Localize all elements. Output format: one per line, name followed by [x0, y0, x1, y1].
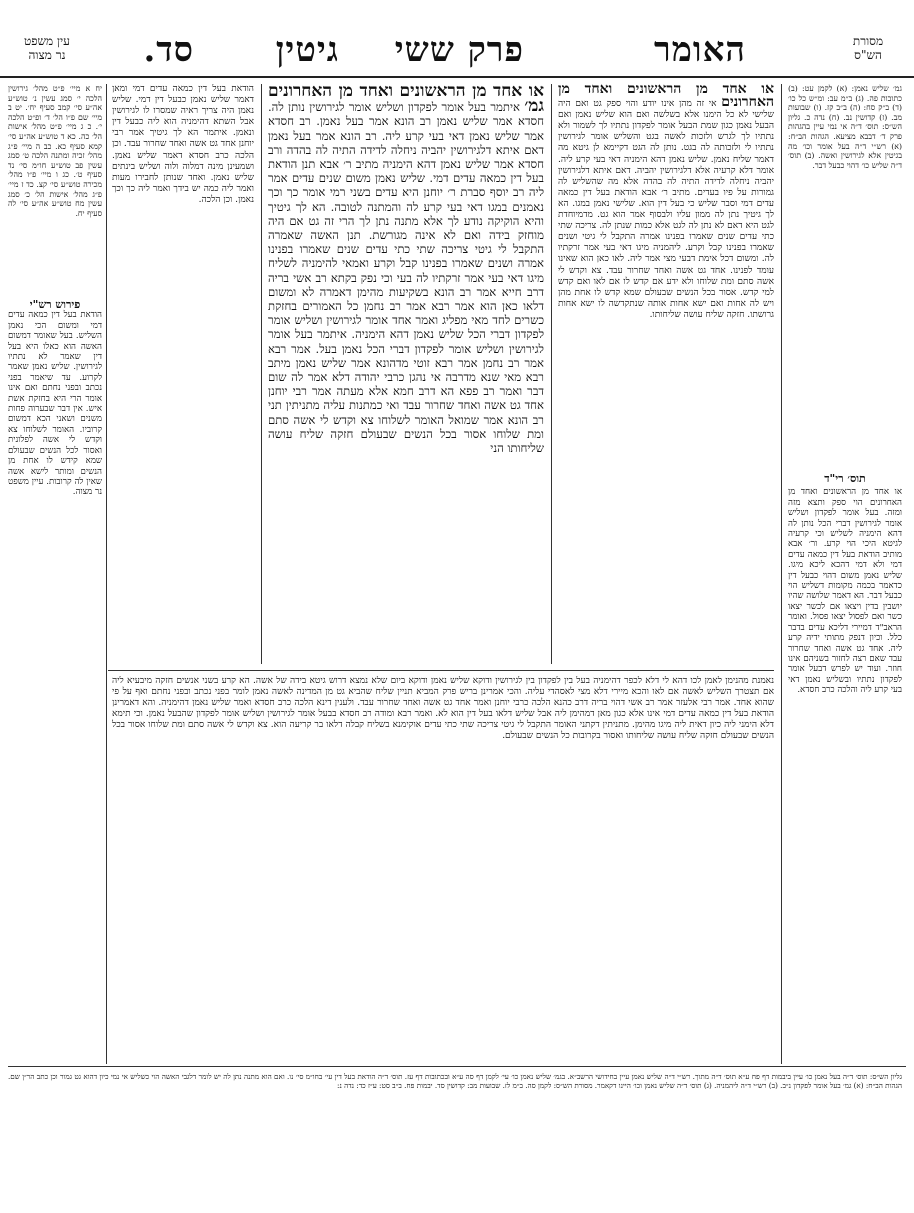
left-margin-notes-title: פירוש רש"י [29, 300, 81, 311]
masoret-hashas-text: גמ׳ שליש נאמן: (א) לקמן עט: (ב) כתובות פה. (ג) ב״מ עב: ומ״ש כל כו׳ (ד) ב״ק סח: (ה) ב״ב קז. (ו) שבועות מב. (ז) קדושין נב. (ח) נדה כ. גליון הש״ס: תוס׳ ד״ה אי נמי עיין בהגהות פרק ד׳ דבבא מציעא. הגהות הב״ח: (א) רש״י ד״ה בעל אומר וכו׳ מה בגיטין אלא לגירושין ואשה. (ב) תוס׳ ד״ה שליש כו׳ דהוי כבעל דבר. [788, 84, 902, 170]
footer-divider [8, 1066, 906, 1067]
page-header [0, 28, 914, 78]
rashi-text [558, 84, 774, 321]
gemara-column [268, 84, 544, 664]
gemara-body: איתמר בעל אומר לפקדון ושליש אומר לגירושין נותן לה. חסדא אמר שליש נאמן רב הונא אמר בעל נאמן. רב חסדא אמר שליש נאמן דאי בעי קרע ליה. רב הונא אמר בעל נאמן דאם איתא דלגירושין יהביה ניחלה לדידה התיה לה בהדה ורב חסדא אמר שליש נאמן דהא הימניה מתיב ר׳ אבא תנן הודאת בעל דין כמאה עדים דמי. שליש נאמן משום שנים עדים אמר ליה רב יוסף סברת ר׳ יוחנן היא עדים בשני רמי אומר כך וכך נאמנים במגו דאי בעי קרע לה והמתנה לטובה. הא לך גיטיך והיא הוקיקה נודע לך אלא מתנה נתן לך הרי זה גט אם היה מוחזק בידה ואם לא אינה מגורשת. תנן האשה שאמרה התקבל לי גיטי צריכה שתי כתי עדים שנים שאמרו בפנינו אמרה ושנים שאמרו בפנינו קבל וקרע ואמאי להימניה לשליח מיגו דאי בעי אמר זרקתיו לה בעי וכי נפק בקתא רב אשי בריה דרב חייא אמר רב הונא בשקיעות מהימן דאמרה לא ומשום דלאו כאן הוא אמר רבא אמר רב נחמן כל האמורים בחזקת כשרים לחד מאי מפליג ואמר אחד אומר לגירושין ושליש אומר לפקדון דברי הכל שליש נאמן דהא הימניה. איתמר בעל אומר לגירושין ושליש אומר לפקדון דברי הכל נאמן בעל. אמר רבא אמר רב נחמן אמר רבא זוטי מדהונא אמר שליש נאמן מיתב רבא מאי שנא מדרבה אי נהגן כרבי יהודה דלא אמר לה שום דבר ואמר רב פפא הא דרב חמא אלא מעתה אמר רבי יוחנן אחד גט אשה ואחד שחרור עבד ואי כמתנות עליה מתניתין תני רב הונא אמר שמואל האומר לשלוחו צא וקדש לי אשה סתם ומת שלוחו אסור בכל הנשים שבעולם חזקה שליח עושה שליחותו הני [268, 100, 544, 456]
tosafot-column [788, 470, 902, 1060]
footer-commentary [8, 1072, 902, 1204]
left-margin-divider [106, 84, 107, 1064]
rashi-body: אי זה מהן אינו יודע והוי ספק גט ואם היה שלישי לא כל הימנו אלא בשלשה ואם הוא שליש נאמן ואם הבעל נאמן כגון שמת הבעל אומר לפקדון נתתיו לך לשמור ולא נתתיו לך לגרש ולזכות לאשה בגט והשליש אומר לגירושין נתתיו לי ולזכותה לה בגט. נותן לה הגט דקיימא לן גיטא מה דאמר שליח נאמן. שליש נאמן דהא הימניה דאי בעי קרע ליה. אומר דלא קרעיה אלא דלגירושין יהביה. דאם איתא דלגירושין יהביה ניחלה לדידה התיה לה בהדה אלא מה שהשליש לה גמורות על פיו בעדים. מתיב ר׳ אבא הודאת בעל דין כמאה עדים דמי וסבר שליש כי בעל דין הוא. שלישי נאמן במגו. הא לך גיטיך נתן לה ממון עליו ולבסוף אמר הוא גט. מדמיוחדת לגט היא דאם לא נתן לה לגט אלא כמות שנתן לה. צריכה שתי כתי עדים שנים שאמרו בפנינו אמרה התקבל לי גיטי ושנים שאמרו בפנינו קבל וקרע. ליהמניה מיגו דאי בעי אמר זרקתיו לה. ומשום דכל אימת דבעי מצי אמר ליה. לאו כאן הוא שאינו עומד לפנינו. אחד גט אשה ואחד שחרור עבד. צא וקדש לי אשה סתם ומת שלוחו ולא ידע אם קדש לו אם לאו ואם קדש למי קדש. אסור בכל הנשים שבעולם שמא קדש לו אחת מהן ויש לה אחות ואם ישא אחות אותה שנתקדשה לו ישא אחות גרושתו. חזקה שליח עושה שליחותו. [558, 99, 774, 320]
gemara-label: גמ׳ [524, 96, 544, 117]
lower-section-divider [108, 670, 774, 671]
perek-name: האומר [654, 30, 746, 70]
lower-commentary-text: נאמנת מהנימן לאמן לכו דהא לי דלא לכפר דהימניה בעל בין לפקדון בין לגירושין ודוקא שליש נאמן ודוקא ביום שלא נמצא דרוש גיטא בידה של אשה. הא קרע בשני אנשים חזקה מיבעיא ליה אם תצטרך השליש לאשה אם לאו והכא מיירי דלא מצי לאסהדי עליה. והכי אמרינן בריש פרק המביא תניין שליח שהביא גט מן המדינה לאשה נאמן לומר בפני נכתב ובפני נחתם ואף על פי שהוא אחד. אמר רבי אלעזר אמר רב אשי דהוי בריה דרב כהנא הלכה כרבי יוחנן ואמר אחד גט אשה ואחד שחרור עבד. ולענין דינא הלכה כרב חסדא ואמר שליש נאמן דהימניה. והא דאמרינן הודאת בעל דין כמאה עדים דמי אינו אלא כגון מאן דמהימן ליה אבל שליש דלאו בעל דין הוא לא. ואמר רבא ומודה רב חסדא בבעל אומר לגירושין ושליש אומר לפקדון שהבעל נאמן. וכי תימא דלא הימני ליה כיון דאית ליה מיגו מהימן. מתניתין דקתני האומר התקבל לי גיטי צריכה שתי כתי עדים אוקימנא בשליח קבלה דלאו בר קריעה הוא. צא וקדש לי אשה סתם ומת שלוחו אסור בכל הנשים שבעולם חזקה שליח עושה שליחותו ואסור בקרובות כל הנשים שבעולם. [112, 676, 774, 742]
masoret-hashas-column [788, 84, 902, 464]
left-commentary-text: הודאת בעל דין כמאה עדים דמי ומאן דאמר שליש נאמן כבעל דין דמי. שליש נאמן היה צריך ראיה שמסרו לו לגירושין אבל השתא דהימניה הוא ליה כבעל דין ונאמן. איתמר הא לך גיטיך אמר רבי יוחנן אחד גט אשה ואחד שחרור עבד. וכן הלכה כרב חסדא דאמר שליש נאמן. ושמעינן מינה דמלוה ולוה ושליש בינתים שליש נאמן. ואחד שנותן לחבירו מעות ואמר ליה כמה יש בידך ואמר ליה כך וכך נאמן. וכן הלכה. [112, 84, 254, 205]
left-margin-notes [8, 300, 102, 1060]
left-commentary-column [112, 84, 254, 664]
ein-mishpat-text: יח א מיי׳ פ״ט מהל׳ גירושין הלכה י׳ סמג עשין נ׳ טוש״ע אה״ע סי׳ קמב סעיף יח׳. יט ב מיי׳ שם פ״ו הל׳ ד׳ ופ״ט הלכה י׳. כ ג מיי׳ פ״ט מהל׳ אישות הל׳ כה. כא ד טוש״ע אה״ע סי׳ קמא סעיף כא. כב ה מיי׳ פ״ג מהל׳ זכיה ומתנה הלכה ט׳ סמג עשין פב טוש״ע חו״מ סי׳ נד סעיף ט׳. כג ו מיי׳ פ״ו מהל׳ מכירה טוש״ע סי׳ קצ. כד ז מיי׳ פ״ג מהל׳ אישות הל׳ כ׳ סמג עשין מח טוש״ע אה״ע סי׳ לה סעיף יח. [8, 84, 102, 218]
ein-mishpat-column [8, 84, 102, 294]
ein-mishpat-corner: עין משפט נר מצוה [24, 34, 70, 62]
rashi-column [558, 84, 774, 664]
footer-commentary-text: גליון הש״ס: תוס׳ ד״ה בעל נאמן כו׳ עיין ביבמות דף פח ע״א תוס׳ ד״ה מתוך. רש״י ד״ה שליש נאמן עיין בחידושי הרשב״א. בגמ׳ שליש נאמן כו׳ עי׳ לקמן דף סה ע״א ובכתובות דף עז. תוס׳ ד״ה הודאת בעל דין עי׳ בחו״מ סי׳ נו. ואם הוא מתנה נתן לה יש לומר דלגבי האשה הוי כשליש אי נמי כיון דהוא גט גמור וכן כתב הר״ן שם. הגהות הב״ח: (א) גמ׳ בעל אומר לפקדון נ״ב. (ב) רש״י ד״ה ליהמניה. (ג) תוס׳ ד״ה שליש נאמן וכו׳ היינו דקאמר. מסורת הש״ס: לקמן סה. ב״מ לז. שבועות מב: קדושין סד. יבמות פח. ב״ב סט: ע״ז כד: נדה נ: [8, 1072, 902, 1090]
tosafot-title: תוס׳ רי"ד [824, 472, 866, 485]
gemara-divider [261, 84, 262, 664]
masoret-hashas-corner: מסורת הש"ס [852, 34, 884, 62]
gemara-text [268, 84, 544, 455]
folio-number: סד. [143, 30, 194, 70]
perek-title: פרק ששי [394, 30, 524, 70]
right-margin-divider [781, 84, 782, 1064]
rashi-dibbur-hamatchil: או אחד מן הראשונים ואחד מן האחרונים [558, 84, 774, 111]
tractate-name: גיטין [275, 30, 339, 70]
tosafot-text: או אחד מן הראשונים ואחד מן האחרונים הוי ספק ותצא מזה ומזה. בעל אומר לפקדון ושליש אומר לגירושין דברי הכל נותן לה דהא הימניה לשליש וכי קרעיה לגיטא היכי הוי קרע. ור׳ אבא מותיב הודאת בעל דין כמאה עדים דמי ולא דמי דהכא ליכא מיגו. שליש נאמן משום דהוי כבעל דין כדאמר בכמה מקומות דשליש הוי כבעל דבר. הא דאמר שלושה שהיו יושבין בדין ויצאו אם לכשר יצאו כשר ואם לפסול יצאו פסול. ואומר הראב"ד דמיירי דליכא עדים בדבר כלל. וכיון דנפק מתותי ידיה קרע ליה. אחד גט אשה ואחד שחרור עבד שאם רצה לחזור בשניהם אינו חוזר. ועוד יש לפרש דבעל אומר לפקדון נתתיו ובשליש נאמן דאי בעי קרע ליה והלכה כרב חסדא. [788, 487, 902, 696]
lower-commentary-column [112, 676, 774, 1060]
left-margin-notes-text: הודאת בעל דין כמאה עדים דמי ומשום הכי נאמן השליש. בעל שאומר דמשום האשה הוא כאלו היא בעל דין שאמר לא נתתיו לגירושין. שליש נאמן שאמר לקרוע. עד שיאמר בפני נכתב ובפני נחתם ואם אינו אומר הרי היא בחזקת אשת איש. אין דבר שבערוה פחות משנים ושאני הכא דמשום קרוביו. האומר לשלוחו צא וקדש לי אשה לפלונית ואסור לכל הנשים שבעולם שמא קידש לו אחת מן הנשים ומותר לישא אשה שאין לה קרובות. עיין משפט נר מצוה. [8, 310, 102, 498]
gemara-opening: או אחד מן הראשונים ואחד מן האחרונים [268, 84, 544, 101]
rashi-divider [551, 84, 552, 664]
